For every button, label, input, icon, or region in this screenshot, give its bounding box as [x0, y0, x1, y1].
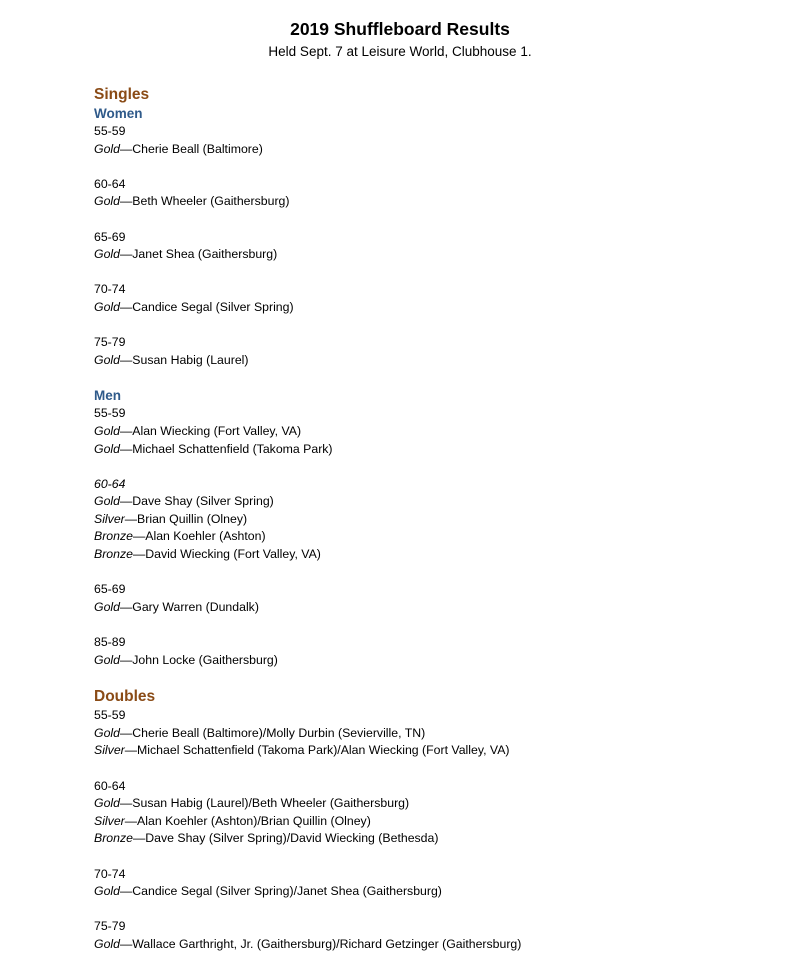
age-group [94, 866, 774, 901]
medal-label: Gold [94, 247, 120, 262]
age-range-label: 70-74 [94, 282, 126, 297]
age-group [94, 334, 774, 369]
women-results [94, 123, 774, 369]
result-line [94, 742, 774, 760]
em-dash-separator: — [124, 511, 138, 526]
em-dash-separator: — [119, 494, 133, 509]
competitor-name: Wallace Garthright, Jr. (Gaithersburg)/Richard Getzinger (Gaithersburg) [132, 936, 522, 951]
result-line [94, 813, 774, 831]
result-line [94, 141, 774, 159]
competitor-name: Brian Quillin (Olney) [137, 511, 248, 526]
competitor-name: Dave Shay (Silver Spring)/David Wiecking (Bethesda) [145, 831, 439, 846]
age-range-label: 60-64 [94, 176, 126, 191]
age-group [94, 918, 774, 953]
age-range-label: 55-59 [94, 124, 126, 138]
medal-label: Gold [94, 423, 120, 438]
result-line [94, 830, 774, 848]
age-range-label: 65-69 [94, 229, 126, 244]
page-subtitle: Held Sept. 7 at Leisure World, Clubhouse 1. [268, 44, 532, 59]
age-range-label: 65-69 [94, 582, 126, 597]
result-line [94, 936, 774, 954]
result-line [94, 599, 774, 617]
em-dash-separator: — [132, 831, 146, 846]
medal-label: Gold [94, 796, 120, 811]
medal-label: Gold [94, 352, 120, 367]
result-line [94, 725, 774, 743]
medal-label: Gold [94, 884, 120, 899]
medal-label: Gold [94, 936, 120, 951]
em-dash-separator: — [119, 441, 133, 456]
age-range-label: 75-79 [94, 919, 126, 934]
em-dash-separator: — [119, 599, 133, 614]
competitor-name: Alan Koehler (Ashton)/Brian Quillin (Olney) [137, 813, 371, 828]
em-dash-separator: — [119, 194, 133, 209]
age-group [94, 176, 774, 211]
age-range-label: 55-59 [94, 708, 126, 723]
subsection-heading-women: Women [94, 106, 143, 121]
em-dash-separator: — [119, 352, 133, 367]
medal-label: Bronze [94, 529, 133, 544]
medal-label: Gold [94, 441, 120, 456]
em-dash-separator: — [119, 423, 133, 438]
competitor-name: David Wiecking (Fort Valley, VA) [145, 547, 321, 562]
competitor-name: Alan Koehler (Ashton) [145, 529, 266, 544]
result-line [94, 246, 774, 264]
age-group [94, 634, 774, 669]
age-range-label: 60-64 [94, 476, 126, 491]
em-dash-separator: — [132, 529, 146, 544]
em-dash-separator: — [119, 884, 133, 899]
em-dash-separator: — [132, 547, 146, 562]
medal-label: Gold [94, 194, 120, 209]
result-line [94, 883, 774, 901]
age-range-label: 60-64 [94, 778, 126, 793]
result-line [94, 795, 774, 813]
competitor-name: Beth Wheeler (Gaithersburg) [132, 194, 290, 209]
medal-label: Silver [94, 813, 125, 828]
result-line [94, 352, 774, 370]
age-range-label: 55-59 [94, 406, 126, 421]
age-group [94, 281, 774, 316]
age-range-label: 75-79 [94, 335, 126, 350]
age-group [94, 476, 774, 564]
competitor-name: Candice Segal (Silver Spring)/Janet Shea (Gaithersburg) [132, 884, 442, 899]
em-dash-separator: — [119, 247, 133, 262]
competitor-name: Michael Schattenfield (Takoma Park)/Alan Wiecking (Fort Valley, VA) [137, 743, 510, 758]
document-header [0, 18, 800, 61]
competitor-name: Michael Schattenfield (Takoma Park) [132, 441, 333, 456]
result-line [94, 528, 774, 546]
doubles-results [94, 707, 774, 953]
competitor-name: Susan Habig (Laurel)/Beth Wheeler (Gaithersburg) [132, 796, 410, 811]
results-content [94, 84, 774, 954]
result-line [94, 511, 774, 529]
em-dash-separator: — [124, 813, 138, 828]
subsection-heading-men: Men [94, 388, 121, 404]
em-dash-separator: — [119, 299, 133, 314]
medal-label: Gold [94, 141, 120, 156]
medal-label: Silver [94, 511, 125, 526]
section-heading-singles: Singles [94, 86, 150, 103]
age-group [94, 123, 774, 158]
age-group [94, 707, 774, 760]
competitor-name: Candice Segal (Silver Spring) [132, 299, 294, 314]
medal-label: Bronze [94, 547, 133, 562]
result-line [94, 441, 774, 459]
competitor-name: Dave Shay (Silver Spring) [132, 494, 274, 509]
medal-label: Gold [94, 494, 120, 509]
em-dash-separator: — [119, 141, 133, 156]
result-line [94, 546, 774, 564]
em-dash-separator: — [119, 725, 133, 740]
result-line [94, 423, 774, 441]
competitor-name: Janet Shea (Gaithersburg) [132, 247, 278, 262]
competitor-name: Susan Habig (Laurel) [132, 352, 249, 367]
competitor-name: Alan Wiecking (Fort Valley, VA) [132, 423, 302, 438]
medal-label: Gold [94, 299, 120, 314]
em-dash-separator: — [119, 796, 133, 811]
age-group [94, 229, 774, 264]
em-dash-separator: — [119, 936, 133, 951]
em-dash-separator: — [124, 743, 138, 758]
medal-label: Gold [94, 725, 120, 740]
competitor-name: Gary Warren (Dundalk) [132, 599, 259, 614]
age-range-label: 85-89 [94, 635, 126, 650]
age-group [94, 405, 774, 458]
competitor-name: Cherie Beall (Baltimore) [132, 141, 263, 156]
result-line [94, 193, 774, 211]
age-range-label: 70-74 [94, 866, 126, 881]
medal-label: Bronze [94, 831, 133, 846]
age-group [94, 581, 774, 616]
em-dash-separator: — [119, 652, 133, 667]
page-title: 2019 Shuffleboard Results [290, 19, 510, 39]
competitor-name: John Locke (Gaithersburg) [132, 652, 278, 667]
medal-label: Gold [94, 652, 120, 667]
age-group [94, 778, 774, 848]
result-line [94, 652, 774, 670]
medal-label: Silver [94, 743, 125, 758]
men-results [94, 405, 774, 669]
competitor-name: Cherie Beall (Baltimore)/Molly Durbin (Sevierville, TN) [132, 725, 426, 740]
result-line [94, 299, 774, 317]
result-line [94, 493, 774, 511]
section-heading-doubles: Doubles [94, 688, 156, 706]
medal-label: Gold [94, 599, 120, 614]
